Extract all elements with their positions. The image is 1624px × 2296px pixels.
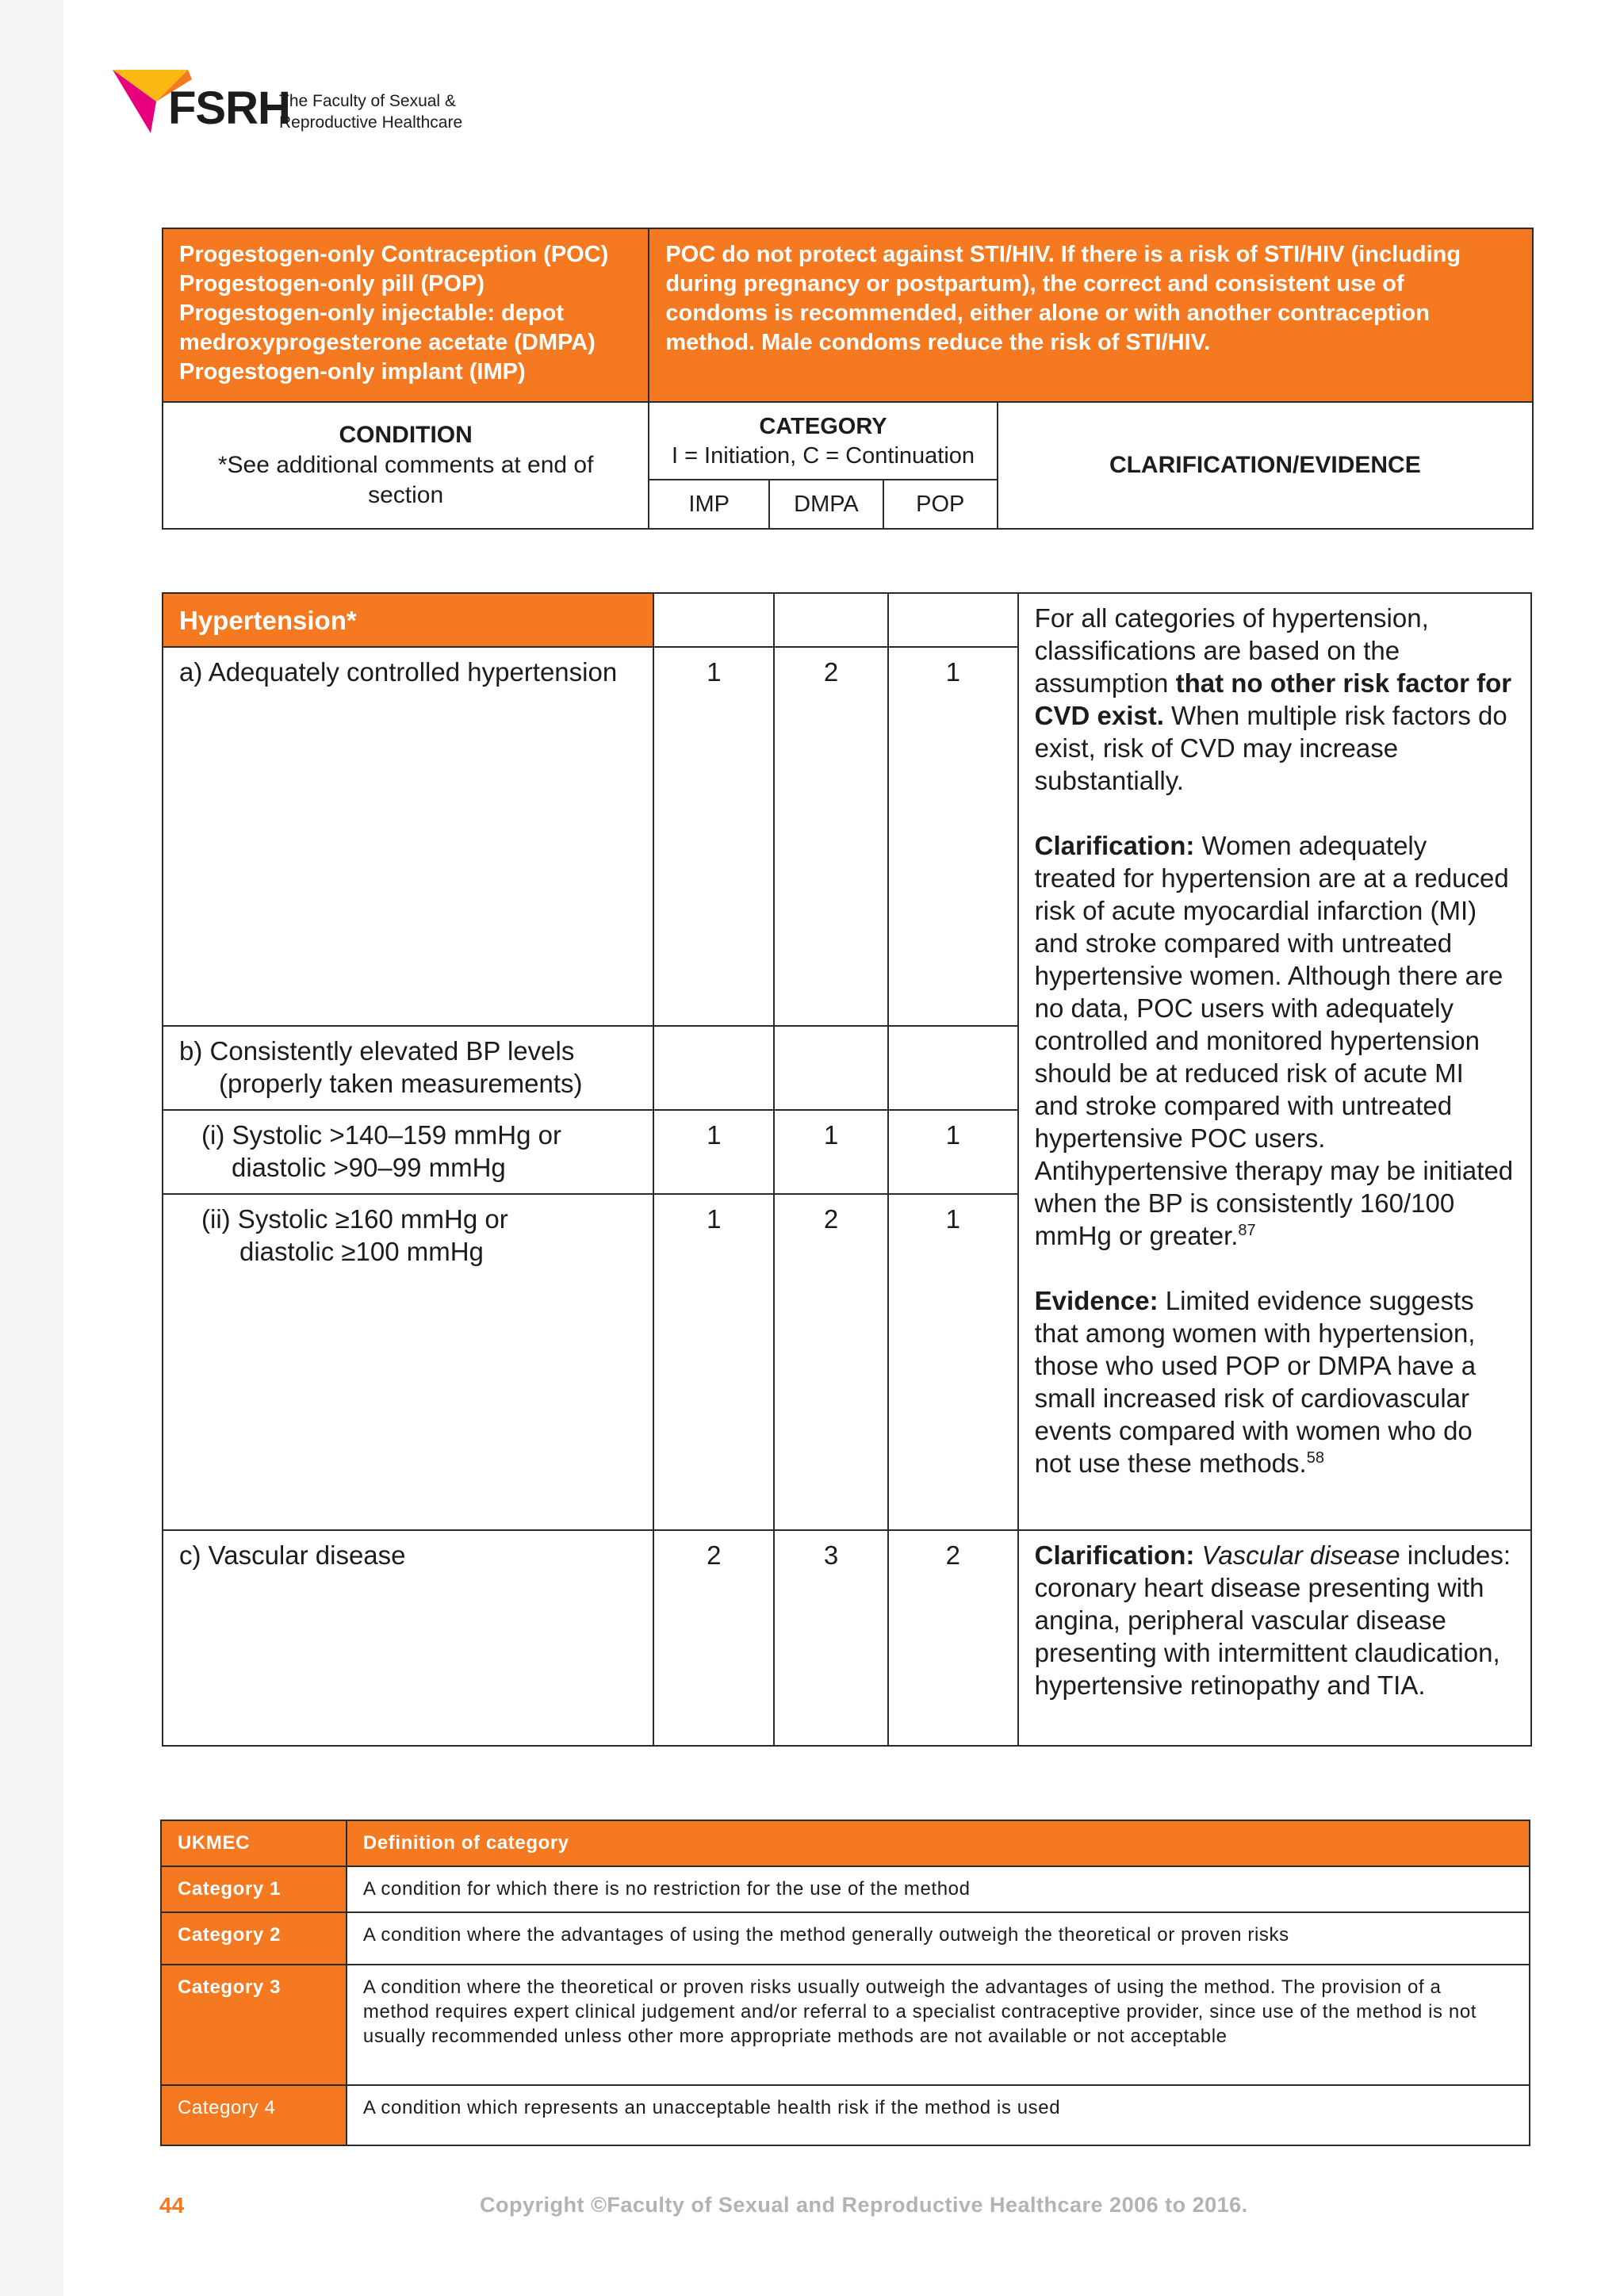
method-line: medroxyprogesterone acetate (DMPA) <box>179 330 596 355</box>
condition-a-label: a) Adequately controlled hypertension <box>163 647 653 1026</box>
method-list-cell <box>163 228 649 402</box>
definition-column-header: Definition of category <box>347 1820 1530 1866</box>
page-edge-shadow <box>0 0 63 2296</box>
method-line: Progestogen-only implant (IMP) <box>179 359 526 385</box>
sti-notice: POC do not protect against STI/HIV. If there is a risk of STI/HIV (including during pregnancy or postpartum), the correct and consistent use of condoms is recommended, either alone or with another contraception method. Male condoms reduce the risk of STI/HIV. <box>649 228 1533 402</box>
category-header <box>649 402 997 480</box>
condition-b-ii-label: (ii) Systolic ≥160 mmHg or diastolic ≥100 mmHg <box>163 1194 653 1530</box>
column-pop: POP <box>883 480 998 529</box>
hypertension-clarification <box>1018 593 1531 1530</box>
reference-58: 58 <box>1306 1449 1324 1467</box>
fsrh-logo <box>113 70 525 141</box>
category-1-label: Category 1 <box>161 1866 347 1912</box>
condition-b-ii-imp: 1 <box>653 1194 774 1530</box>
logo-wordmark: FSRH <box>168 82 290 134</box>
hypertension-table <box>162 592 1532 1747</box>
category-2-label: Category 2 <box>161 1912 347 1965</box>
condition-c-pop: 2 <box>888 1530 1018 1746</box>
column-dmpa: DMPA <box>769 480 883 529</box>
method-header-table <box>162 228 1534 530</box>
page-number: 44 <box>159 2193 185 2218</box>
method-line: Progestogen-only Contraception (POC) <box>179 242 609 267</box>
evidence-paragraph: Evidence: Limited evidence suggests that among women with hypertension, those who used POP or DMPA have a small increased risk of cardiovascular events compared with women who do not use these methods.$^{58}$ <box>1034 1286 1477 1478</box>
logo-name-line-2: Reproductive Healthcare <box>279 113 463 132</box>
document-page <box>63 0 1624 2296</box>
condition-c-imp: 2 <box>653 1530 774 1746</box>
empty-cell <box>888 593 1018 647</box>
method-line: Progestogen-only pill (POP) <box>179 271 485 297</box>
clarification-paragraph-2: Clarification: Women adequately treated for hypertension are at a reduced risk of acute myocardial infarction (MI) and stroke compared with untreated hypertensive women. Although there are no data, POC users with adequately controlled and monitored hypertension should be at reduced risk of acute MI and stroke compared with untreated hypertensive POC users. Antihypertensive therapy may be initiated when the BP is consistently 160/100 mmHg or greater.$^{87}$ <box>1034 831 1514 1250</box>
condition-c-label: c) Vascular disease <box>163 1530 653 1746</box>
condition-b-label: b) Consistently elevated BP levels (properly taken measurements) <box>163 1026 653 1110</box>
empty-cell <box>774 1026 888 1110</box>
empty-cell <box>774 593 888 647</box>
condition-b-i-label: (i) Systolic >140–159 mmHg or diastolic >90–99 mmHg <box>163 1110 653 1194</box>
category-4-definition: A condition which represents an unacceptable health risk if the method is used <box>347 2085 1530 2145</box>
category-title: CATEGORY <box>759 414 887 439</box>
category-3-label: Category 3 <box>161 1965 347 2085</box>
logo-organisation-name <box>279 90 533 133</box>
condition-note: *See additional comments at end of section <box>217 452 594 508</box>
copyright-notice: Copyright ©Faculty of Sexual and Reproductive Healthcare 2006 to 2016. <box>480 2193 1248 2217</box>
condition-a-pop: 1 <box>888 647 1018 1026</box>
ukmec-definition-table <box>160 1820 1530 2146</box>
category-note: I = Initiation, C = Continuation <box>671 443 975 469</box>
condition-c-dmpa: 3 <box>774 1530 888 1746</box>
empty-cell <box>888 1026 1018 1110</box>
ukmec-column-header: UKMEC <box>161 1820 347 1866</box>
condition-b-i-imp: 1 <box>653 1110 774 1194</box>
clarification-header: CLARIFICATION/EVIDENCE <box>998 402 1533 529</box>
logo-name-line-1: The Faculty of Sexual & <box>279 92 456 110</box>
condition-a-dmpa: 2 <box>774 647 888 1026</box>
condition-b-i-dmpa: 1 <box>774 1110 888 1194</box>
condition-a-imp: 1 <box>653 647 774 1026</box>
column-imp: IMP <box>649 480 769 529</box>
category-2-definition: A condition where the advantages of using the method generally outweigh the theoretical or proven risks <box>347 1912 1530 1965</box>
empty-cell <box>653 593 774 647</box>
empty-cell <box>653 1026 774 1110</box>
method-line: Progestogen-only injectable: depot <box>179 300 564 326</box>
condition-title: CONDITION <box>339 422 473 448</box>
section-title: Hypertension* <box>163 593 653 647</box>
condition-b-ii-dmpa: 2 <box>774 1194 888 1530</box>
category-3-definition: A condition where the theoretical or proven risks usually outweigh the advantages of using the method. The provision of a method requires expert clinical judgement and/or referral to a specialist contraceptive provider, since use of the method is not usually recommended unless other more appropriate methods are not available or not acceptable <box>347 1965 1530 2085</box>
category-1-definition: A condition for which there is no restriction for the use of the method <box>347 1866 1530 1912</box>
category-4-label: Category 4 <box>161 2085 347 2145</box>
condition-b-i-pop: 1 <box>888 1110 1018 1194</box>
reference-87: 87 <box>1238 1222 1256 1239</box>
condition-b-ii-pop: 1 <box>888 1194 1018 1530</box>
clarification-paragraph-1: For all categories of hypertension, classifications are based on the assumption that no other risk factor for CVD exist. When multiple risk factors do exist, risk of CVD may increase substantially. <box>1034 603 1512 795</box>
condition-header <box>163 402 649 529</box>
vascular-disease-clarification: Clarification: Vascular disease includes: coronary heart disease presenting with angina, peripheral vascular disease presenting with intermittent claudication, hypertensive retinopathy and TIA. <box>1018 1530 1531 1746</box>
